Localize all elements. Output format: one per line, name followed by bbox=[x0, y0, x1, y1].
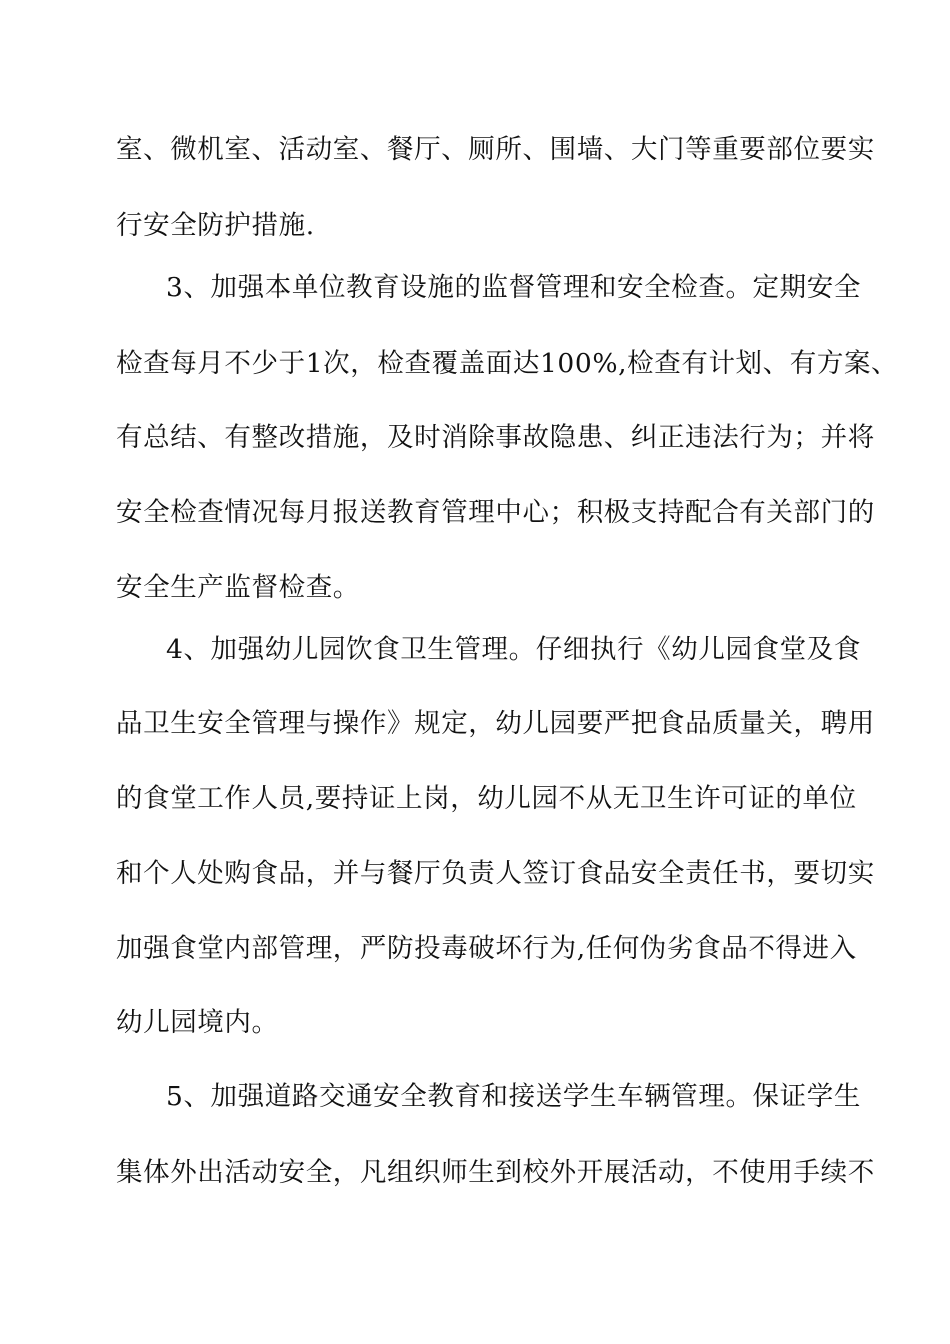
text-line: 的食堂工作人员,要持证上岗，幼儿园不从无卫生许可证的单位 bbox=[116, 783, 857, 814]
text-line: 室、微机室、活动室、餐厅、厕所、围墙、大门等重要部位要实 bbox=[116, 134, 875, 165]
text-line: 有总结、有整改措施，及时消除事故隐患、纠正违法行为；并将 bbox=[116, 422, 875, 453]
paragraph-4-start: 4、加强幼儿园饮食卫生管理。仔细执行《幼儿园食堂及食 bbox=[166, 634, 861, 665]
text-line: 幼儿园境内。 bbox=[116, 1007, 279, 1038]
text-line: 检查每月不少于1次，检查覆盖面达100%,检查有计划、有方案、 bbox=[116, 348, 899, 379]
text-line: 安全生产监督检查。 bbox=[116, 572, 360, 603]
text-line: 品卫生安全管理与操作》规定，幼儿园要严把食品质量关，聘用 bbox=[116, 708, 875, 739]
text-line: 安全检查情况每月报送教育管理中心；积极支持配合有关部门的 bbox=[116, 497, 875, 528]
text-line: 集体外出活动安全，凡组织师生到校外开展活动，不使用手续不 bbox=[116, 1157, 875, 1188]
text-line: 加强食堂内部管理，严防投毒破坏行为,任何伪劣食品不得进入 bbox=[116, 933, 857, 964]
paragraph-5-start: 5、加强道路交通安全教育和接送学生车辆管理。保证学生 bbox=[166, 1081, 861, 1112]
paragraph-3-start: 3、加强本单位教育设施的监督管理和安全检查。定期安全 bbox=[166, 272, 861, 303]
text-line: 和个人处购食品，并与餐厅负责人签订食品安全责任书，要切实 bbox=[116, 858, 875, 889]
text-line: 行安全防护措施. bbox=[116, 210, 315, 241]
